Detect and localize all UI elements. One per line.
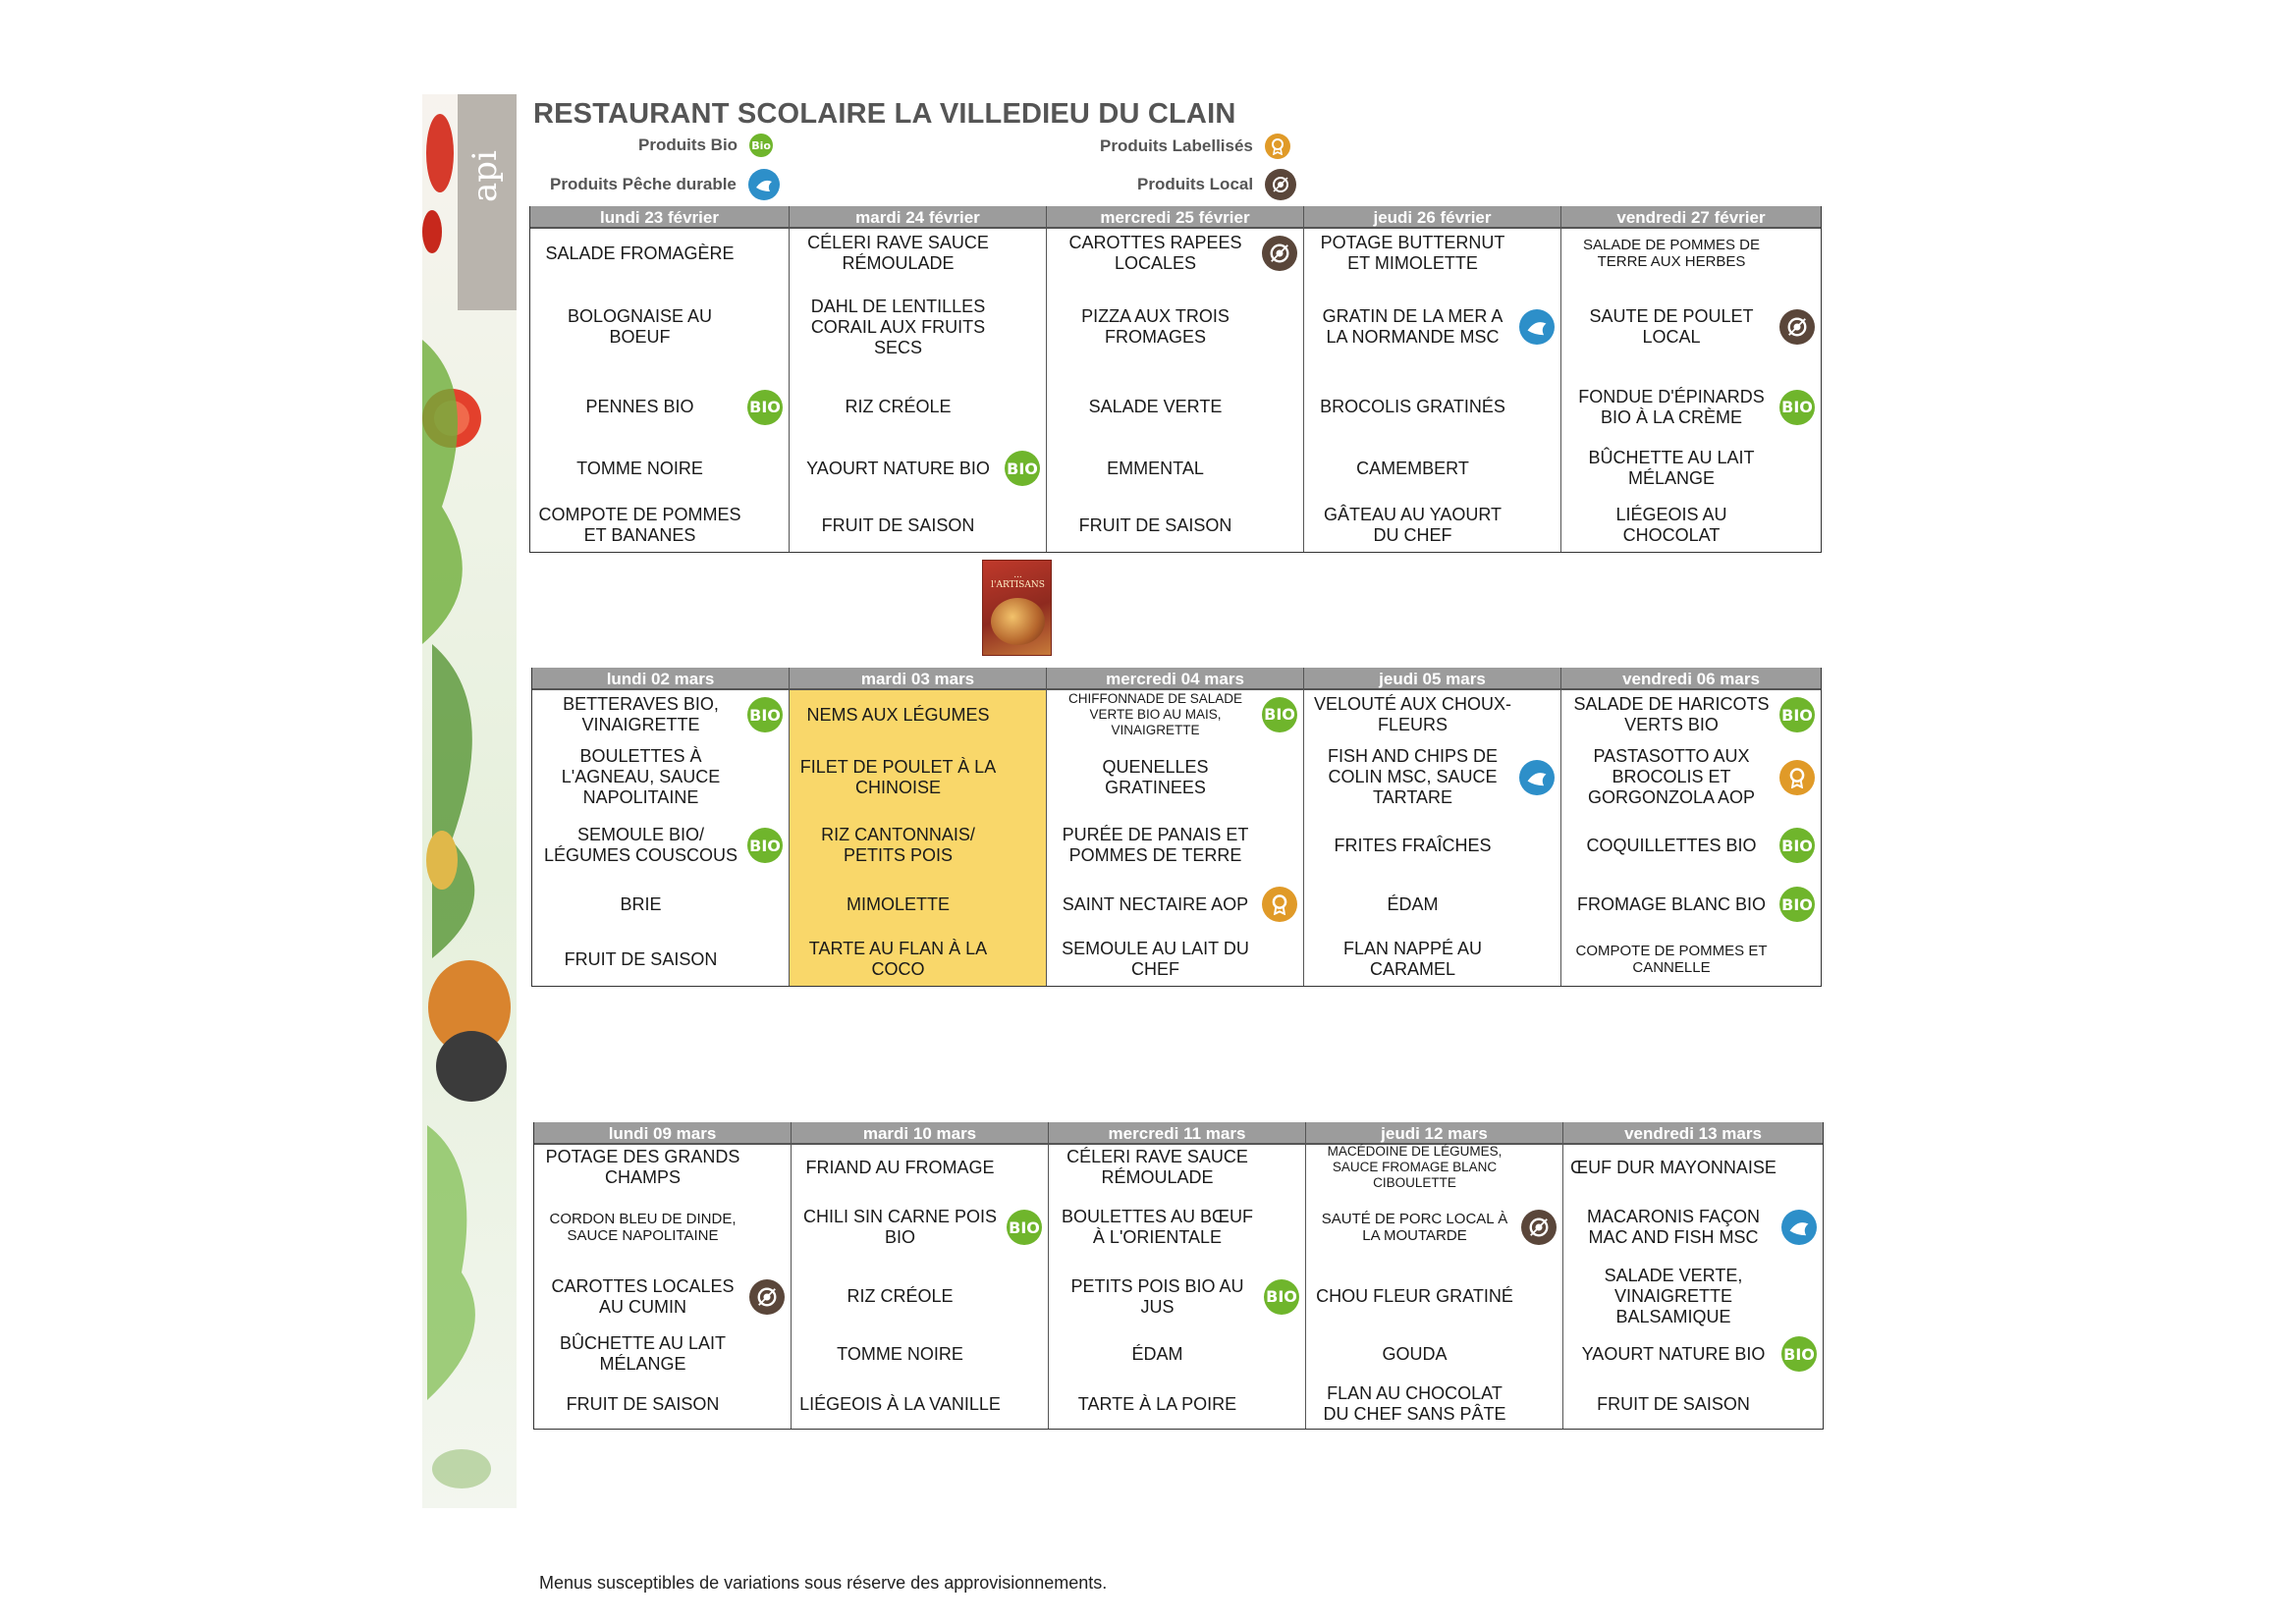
legend-local	[1137, 169, 1296, 200]
menu-item	[1049, 1380, 1305, 1429]
day-header: mercredi 04 mars	[1047, 668, 1303, 690]
footer-note: Menus susceptibles de variations sous réserve des approvisionnements.	[539, 1573, 1108, 1593]
recipe-book-image	[982, 560, 1052, 656]
bio-badge-icon: BIO	[1262, 697, 1297, 732]
menu-item	[790, 739, 1046, 815]
menu-item-text: SALADE VERTE	[1088, 397, 1223, 416]
menu-item	[1561, 815, 1821, 876]
menu-item-text: YAOURT NATURE BIO	[1581, 1343, 1766, 1364]
menu-item-text: FRUIT DE SAISON	[1078, 514, 1232, 535]
menu-item-text: TOMME NOIRE	[837, 1343, 963, 1364]
menu-item	[532, 876, 789, 933]
page-title: RESTAURANT SCOLAIRE LA VILLEDIEU DU CLAIN	[533, 98, 1236, 130]
menu-item-text: LIÉGEOIS À LA VANILLE	[799, 1393, 1001, 1414]
menu-item	[1047, 739, 1303, 815]
day-column	[530, 206, 790, 552]
legend-labellises	[1100, 134, 1290, 159]
menu-item-text: TOMME NOIRE	[576, 458, 703, 478]
menu-item	[1047, 438, 1303, 499]
day-header: lundi 02 mars	[532, 668, 789, 690]
menu-item	[530, 278, 789, 376]
bio-badge-icon: BIO	[747, 697, 783, 732]
menu-item-text: GOUDA	[1382, 1343, 1448, 1364]
menu-item-text: PIZZA AUX TROIS FROMAGES	[1081, 306, 1230, 347]
menu-item	[534, 1265, 791, 1328]
menu-item-text: SALADE DE HARICOTS VERTS BIO	[1573, 694, 1770, 734]
menu-item	[1304, 376, 1560, 438]
menu-item	[532, 933, 789, 986]
menu-item	[1304, 278, 1560, 376]
menu-item	[790, 278, 1046, 376]
menu-item-text: RIZ CRÉOLE	[847, 1286, 954, 1306]
menu-item	[1304, 815, 1560, 876]
menu-item	[790, 933, 1046, 986]
menu-item	[1306, 1145, 1562, 1190]
menu-item-text: YAOURT NATURE BIO	[806, 458, 990, 478]
menu-item	[792, 1190, 1048, 1265]
menu-item-text: FILET DE POULET À LA CHINOISE	[799, 756, 997, 797]
day-column	[534, 1122, 792, 1429]
menu-item-text: GRATIN DE LA MER A LA NORMANDE MSC	[1322, 306, 1503, 347]
menu-item	[1563, 1265, 1823, 1328]
menu-item	[1047, 499, 1303, 552]
menu-item	[1047, 815, 1303, 876]
menu-item-text: SEMOULE BIO/ LÉGUMES COUSCOUS	[543, 825, 738, 865]
local-map-icon	[749, 1279, 785, 1315]
day-column	[1304, 668, 1561, 986]
day-header: mercredi 11 mars	[1049, 1122, 1305, 1145]
bio-badge-icon: BIO	[1005, 451, 1040, 486]
day-column	[532, 668, 790, 986]
menu-item	[1047, 376, 1303, 438]
menu-item-text: DAHL DE LENTILLES CORAIL AUX FRUITS SECS	[810, 296, 986, 357]
menu-item	[792, 1145, 1048, 1190]
day-column	[1047, 668, 1304, 986]
menu-item-text: BROCOLIS GRATINÉS	[1320, 397, 1505, 416]
menu-item-text: FLAN AU CHOCOLAT DU CHEF SANS PÂTE	[1323, 1383, 1506, 1424]
day-header: mardi 24 février	[790, 206, 1046, 229]
bio-badge-icon: BIO	[1779, 887, 1815, 922]
menu-item-text: SALADE DE POMMES DE TERRE AUX HERBES	[1582, 237, 1761, 270]
menu-item-text: MACÉDOINE DE LÉGUMES, SAUCE FROMAGE BLANC CIBOULETTE	[1327, 1144, 1503, 1190]
menu-item	[534, 1380, 791, 1429]
menu-item-text: BOULETTES AU BŒUF À L'ORIENTALE	[1061, 1207, 1254, 1247]
menu-item-text: FRUIT DE SAISON	[1597, 1393, 1750, 1414]
menu-item-text: BETTERAVES BIO, VINAIGRETTE	[563, 694, 719, 734]
bio-badge-icon: BIO	[1781, 1336, 1817, 1372]
menu-item	[1049, 1190, 1305, 1265]
menu-item	[790, 499, 1046, 552]
menu-item-text: SAUTÉ DE PORC LOCAL À LA MOUTARDE	[1321, 1211, 1508, 1244]
menu-item-text: CORDON BLEU DE DINDE, SAUCE NAPOLITAINE	[549, 1211, 737, 1244]
menu-item	[1561, 438, 1821, 499]
day-header: mardi 03 mars	[790, 668, 1046, 690]
menu-item-text: FONDUE D'ÉPINARDS BIO À LA CRÈME	[1578, 386, 1765, 427]
menu-item-text: SALADE FROMAGÈRE	[545, 243, 735, 263]
brand-tab	[458, 94, 517, 310]
day-column	[1561, 206, 1821, 552]
menu-item	[1306, 1380, 1562, 1429]
menu-item	[1049, 1145, 1305, 1190]
menu-item	[1561, 229, 1821, 278]
menu-item	[1047, 933, 1303, 986]
menu-item	[790, 376, 1046, 438]
menu-item	[1561, 690, 1821, 739]
menu-item	[1563, 1190, 1823, 1265]
day-column	[1304, 206, 1561, 552]
day-column	[1563, 1122, 1823, 1429]
menu-item-text: CÉLERI RAVE SAUCE RÉMOULADE	[1066, 1147, 1248, 1187]
menu-item	[1561, 376, 1821, 438]
menu-item	[1563, 1380, 1823, 1429]
menu-item-text: BRIE	[620, 893, 662, 914]
menu-item-text: COQUILLETTES BIO	[1586, 835, 1757, 855]
award-rosette-icon	[1262, 887, 1297, 922]
menu-item-text: MIMOLETTE	[846, 893, 950, 914]
legend-peche-label: Produits Pêche durable	[550, 175, 737, 193]
menu-item	[532, 739, 789, 815]
menu-item-text: GÂTEAU AU YAOURT DU CHEF	[1323, 505, 1503, 545]
menu-item	[1304, 499, 1560, 552]
menu-item	[1047, 278, 1303, 376]
menu-item-text: RIZ CANTONNAIS/ PETITS POIS	[821, 825, 975, 865]
menu-item	[530, 438, 789, 499]
day-header: mardi 10 mars	[792, 1122, 1048, 1145]
fish-icon	[1519, 309, 1555, 345]
menu-item-text: CAROTTES RAPEES LOCALES	[1068, 233, 1242, 273]
menu-item	[1304, 690, 1560, 739]
menu-item-text: SAUTE DE POULET LOCAL	[1589, 306, 1754, 347]
menu-item	[534, 1328, 791, 1380]
menu-item	[1561, 933, 1821, 986]
menu-item	[1047, 690, 1303, 739]
menu-item-text: TARTE À LA POIRE	[1077, 1393, 1237, 1414]
menu-item	[1563, 1145, 1823, 1190]
day-column	[792, 1122, 1049, 1429]
day-header: mercredi 25 février	[1047, 206, 1303, 229]
day-column	[1047, 206, 1304, 552]
bio-badge-icon: BIO	[747, 828, 783, 863]
bio-badge-icon: BIO	[1779, 390, 1815, 425]
menu-item-text: CAMEMBERT	[1356, 458, 1469, 478]
menu-item-text: BOULETTES À L'AGNEAU, SAUCE NAPOLITAINE	[561, 746, 721, 807]
menu-item	[790, 815, 1046, 876]
book-title: ... l'ARTISANS	[991, 570, 1045, 590]
day-header: lundi 09 mars	[534, 1122, 791, 1145]
menu-item	[1561, 278, 1821, 376]
bio-badge-icon: Bio	[749, 134, 773, 157]
menu-item-text: SEMOULE AU LAIT DU CHEF	[1062, 939, 1249, 979]
day-column	[1306, 1122, 1563, 1429]
local-map-icon	[1265, 169, 1296, 200]
menu-item	[1304, 438, 1560, 499]
menu-item	[1563, 1328, 1823, 1380]
menu-item	[1306, 1265, 1562, 1328]
menu-item	[530, 229, 789, 278]
menu-item-text: SAINT NECTAIRE AOP	[1062, 893, 1249, 914]
menu-item	[790, 438, 1046, 499]
legend-local-label: Produits Local	[1137, 175, 1254, 193]
menu-item-text: FRUIT DE SAISON	[564, 948, 718, 969]
menu-item-text: COMPOTE DE POMMES ET BANANES	[538, 505, 741, 545]
local-map-icon	[1779, 309, 1815, 345]
menu-item-text: LIÉGEOIS AU CHOCOLAT	[1615, 505, 1727, 545]
brand-logo-text: api	[465, 150, 505, 202]
legend-labellises-label: Produits Labellisés	[1100, 136, 1253, 155]
day-header: vendredi 27 février	[1561, 206, 1821, 229]
menu-item	[530, 376, 789, 438]
menu-item	[790, 690, 1046, 739]
menu-item	[1304, 933, 1560, 986]
menu-item-text: SALADE VERTE, VINAIGRETTE BALSAMIQUE	[1604, 1266, 1743, 1326]
menu-item	[1047, 876, 1303, 933]
menu-item-text: ŒUF DUR MAYONNAISE	[1570, 1157, 1777, 1177]
menu-item	[530, 499, 789, 552]
day-header: jeudi 12 mars	[1306, 1122, 1562, 1145]
menu-item-text: CHOU FLEUR GRATINÉ	[1316, 1286, 1513, 1306]
menu-item-text: QUENELLES GRATINEES	[1102, 756, 1209, 797]
menu-item-text: TARTE AU FLAN À LA COCO	[808, 939, 988, 979]
menu-item	[792, 1380, 1048, 1429]
legend-peche	[550, 169, 780, 200]
menu-item	[790, 229, 1046, 278]
local-map-icon	[1521, 1210, 1557, 1245]
menu-item-text: CÉLERI RAVE SAUCE RÉMOULADE	[807, 233, 989, 273]
menu-item-text: RIZ CRÉOLE	[845, 397, 952, 416]
week-table-2	[531, 668, 1822, 987]
day-header: vendredi 13 mars	[1563, 1122, 1823, 1145]
menu-item-text: FROMAGE BLANC BIO	[1576, 893, 1767, 914]
menu-item-text: ÉDAM	[1387, 893, 1439, 914]
book-cover-photo	[991, 598, 1045, 645]
menu-item-text: PURÉE DE PANAIS ET POMMES DE TERRE	[1062, 825, 1249, 865]
menu-item-text: FRITES FRAÎCHES	[1334, 835, 1492, 855]
legend-bio-label: Produits Bio	[638, 135, 738, 154]
menu-item-text: MACARONIS FAÇON MAC AND FISH MSC	[1586, 1207, 1761, 1247]
menu-item	[1561, 499, 1821, 552]
legend-bio	[638, 134, 773, 157]
menu-item	[1304, 876, 1560, 933]
fish-icon	[1781, 1210, 1817, 1245]
menu-item	[1047, 229, 1303, 278]
menu-item-text: POTAGE DES GRANDS CHAMPS	[545, 1147, 740, 1187]
menu-item-text: EMMENTAL	[1107, 458, 1204, 478]
menu-item-text: FLAN NAPPÉ AU CARAMEL	[1342, 939, 1483, 979]
menu-item	[1561, 876, 1821, 933]
menu-item-text: NEMS AUX LÉGUMES	[806, 704, 990, 725]
menu-item-text: FRUIT DE SAISON	[566, 1393, 720, 1414]
menu-item	[1304, 229, 1560, 278]
bio-badge-icon: BIO	[747, 390, 783, 425]
bio-badge-icon: BIO	[1779, 828, 1815, 863]
menu-item-text: POTAGE BUTTERNUT ET MIMOLETTE	[1320, 233, 1505, 273]
menu-item	[534, 1190, 791, 1265]
day-header: jeudi 05 mars	[1304, 668, 1560, 690]
bio-badge-icon: BIO	[1007, 1210, 1042, 1245]
bio-badge-icon: BIO	[1264, 1279, 1299, 1315]
day-column	[790, 668, 1047, 986]
menu-item	[1304, 739, 1560, 815]
week-table-1	[529, 206, 1822, 553]
fish-icon	[748, 169, 780, 200]
day-header: jeudi 26 février	[1304, 206, 1560, 229]
menu-item	[1306, 1328, 1562, 1380]
menu-item-text: PENNES BIO	[585, 397, 694, 416]
menu-item	[1049, 1265, 1305, 1328]
menu-item	[792, 1328, 1048, 1380]
menu-item-text: PASTASOTTO AUX BROCOLIS ET GORGONZOLA AOP	[1587, 746, 1756, 807]
menu-item	[532, 690, 789, 739]
menu-item	[790, 876, 1046, 933]
menu-item-text: BÛCHETTE AU LAIT MÉLANGE	[1588, 448, 1755, 488]
menu-item-text: FRIAND AU FROMAGE	[805, 1157, 995, 1177]
menu-item-text: CAROTTES LOCALES AU CUMIN	[551, 1275, 735, 1317]
week-table-3	[533, 1122, 1824, 1430]
menu-item-text: BOLOGNAISE AU BOEUF	[567, 306, 713, 347]
day-column	[1561, 668, 1821, 986]
menu-item-text: CHILI SIN CARNE POIS BIO	[802, 1207, 998, 1247]
day-header: lundi 23 février	[530, 206, 789, 229]
menu-item-text: PETITS POIS BIO AU JUS	[1070, 1275, 1244, 1317]
menu-item	[792, 1265, 1048, 1328]
menu-item-text: VELOUTÉ AUX CHOUX-FLEURS	[1313, 694, 1512, 734]
menu-item-text: CHIFFONNADE DE SALADE VERTE BIO AU MAIS, VINAIGRETTE	[1067, 691, 1243, 737]
bio-badge-icon: BIO	[1779, 697, 1815, 732]
day-column	[790, 206, 1047, 552]
menu-item	[1561, 739, 1821, 815]
menu-item	[534, 1145, 791, 1190]
menu-item-text: FISH AND CHIPS DE COLIN MSC, SAUCE TARTARE	[1327, 746, 1499, 807]
local-map-icon	[1262, 236, 1297, 271]
menu-item-text: ÉDAM	[1131, 1343, 1183, 1364]
menu-item	[1049, 1328, 1305, 1380]
decorative-vegetable-strip	[422, 94, 517, 1508]
menu-item-text: BÛCHETTE AU LAIT MÉLANGE	[559, 1333, 727, 1374]
menu-item-text: FRUIT DE SAISON	[821, 514, 975, 535]
menu-item-text: COMPOTE DE POMMES ET CANNELLE	[1575, 943, 1768, 976]
award-rosette-icon	[1779, 760, 1815, 795]
menu-item	[1306, 1190, 1562, 1265]
fish-icon	[1519, 760, 1555, 795]
day-column	[1049, 1122, 1306, 1429]
award-rosette-icon	[1265, 134, 1290, 159]
menu-item	[532, 815, 789, 876]
day-header: vendredi 06 mars	[1561, 668, 1821, 690]
